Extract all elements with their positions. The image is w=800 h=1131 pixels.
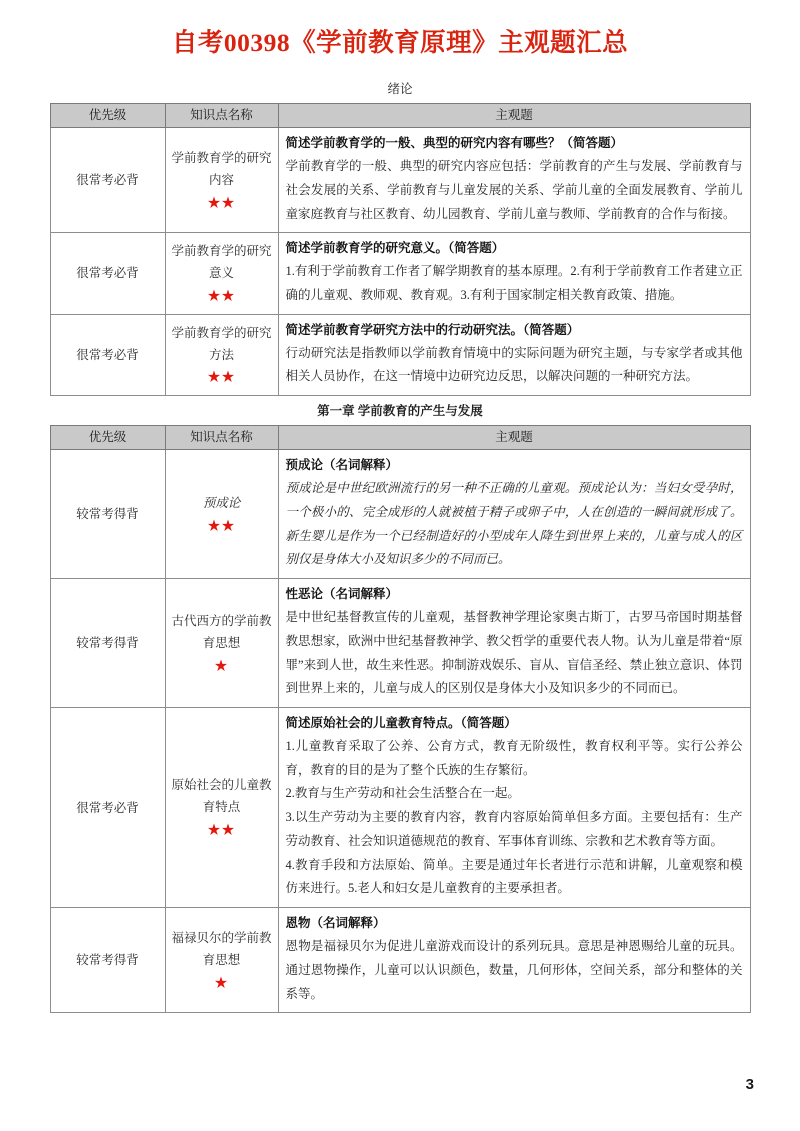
column-header-priority: 优先级 bbox=[50, 426, 165, 450]
knowledge-point-name: 预成论 bbox=[202, 496, 241, 510]
priority-stars-icon: ★★ bbox=[207, 517, 236, 533]
cell-question bbox=[278, 233, 750, 314]
page-number: 3 bbox=[745, 1076, 754, 1093]
table-header-row bbox=[50, 104, 750, 128]
knowledge-point-name: 学前教育学的研究意义 bbox=[171, 244, 272, 281]
section-label: 绪论 bbox=[387, 81, 413, 96]
cell-question bbox=[278, 579, 750, 708]
column-header-knowledge-point: 知识点名称 bbox=[165, 426, 278, 450]
question-title: 恩物（名词解释） bbox=[285, 916, 386, 931]
table-row bbox=[50, 579, 750, 708]
priority-stars-icon: ★★ bbox=[207, 369, 236, 385]
priority-stars-icon: ★★ bbox=[207, 288, 236, 304]
table-row bbox=[50, 128, 750, 233]
priority-stars-icon: ★★ bbox=[207, 822, 236, 838]
knowledge-point-table bbox=[50, 103, 751, 396]
question-answer: 行动研究法是指教师以学前教育情境中的实际问题为研究主题，与专家学者或其他相关人员协作，在这一情境中边研究边反思，以解决问题的一种研究方法。 bbox=[285, 345, 743, 384]
knowledge-point-name: 学前教育学的研究内容 bbox=[171, 151, 272, 187]
cell-question bbox=[278, 314, 750, 395]
cell-priority: 很常考必背 bbox=[50, 128, 165, 233]
table-row bbox=[50, 708, 750, 908]
priority-stars-icon: ★ bbox=[214, 974, 229, 990]
question-answer: 1.有利于学前教育工作者了解学期教育的基本原理。2.有利于学前教育工作者建立正确的儿童观、教师观、教育观。3.有利于国家制定相关教育政策、措施。 bbox=[285, 264, 743, 302]
page-title: 自考00398《学前教育原理》主观题汇总 bbox=[171, 28, 629, 57]
table-header-row bbox=[50, 426, 750, 450]
sections-container bbox=[0, 59, 800, 1013]
question-answer: 恩物是福禄贝尔为促进儿童游戏而设计的系列玩具。意思是神恩赐给儿童的玩具。通过恩物操作，儿童可以认识颜色，数量，几何形体，空间关系，部分和整体的关系等。 bbox=[285, 939, 743, 1001]
priority-stars-icon: ★★ bbox=[207, 194, 236, 210]
question-answer: 预成论是中世纪欧洲流行的另一种不正确的儿童观。预成论认为：当妇女受孕时，一个极小的、完全成形的人就被植于精子或卵子中，人在创造的一瞬间就形成了。新生婴儿是作为一个已经制造好的小型成年人降生到世界上来的，儿童与成人的区别仅是身体大小及知识多少的不同而已。 bbox=[285, 481, 743, 567]
column-header-question: 主观题 bbox=[278, 426, 750, 450]
column-header-knowledge-point: 知识点名称 bbox=[165, 104, 278, 128]
cell-question bbox=[278, 908, 750, 1013]
question-title: 简述原始社会的儿童教育特点。（简答题） bbox=[285, 716, 517, 730]
section-label: 第一章 学前教育的产生与发展 bbox=[317, 404, 483, 418]
cell-knowledge-point bbox=[165, 314, 278, 395]
question-title: 简述学前教育学的一般、典型的研究内容有哪些？（简答题） bbox=[285, 136, 624, 151]
cell-question bbox=[278, 708, 750, 908]
cell-knowledge-point bbox=[165, 908, 278, 1013]
cell-question bbox=[278, 128, 750, 233]
question-title: 预成论（名词解释） bbox=[285, 458, 399, 473]
question-title: 简述学前教育学研究方法中的行动研究法。（简答题） bbox=[285, 322, 580, 337]
table-row bbox=[50, 314, 750, 395]
cell-priority: 较常考得背 bbox=[50, 908, 165, 1013]
cell-knowledge-point bbox=[165, 708, 278, 908]
cell-knowledge-point bbox=[165, 579, 278, 708]
cell-priority: 很常考必背 bbox=[50, 233, 165, 314]
question-answer: 学前教育学的一般、典型的研究内容应包括：学前教育的产生与发展、学前教育与社会发展的关系、学前教育与儿童发展的关系、学前儿童的全面发展教育、学前儿童家庭教育与社区教育、幼儿园教育、学前儿童与教师、学前教育的合作与衔接。 bbox=[285, 159, 743, 221]
cell-priority: 很常考必背 bbox=[50, 314, 165, 395]
cell-knowledge-point bbox=[165, 128, 278, 233]
cell-priority: 较常考得背 bbox=[50, 579, 165, 708]
knowledge-point-name: 学前教育学的研究方法 bbox=[171, 325, 272, 362]
cell-question bbox=[278, 450, 750, 579]
knowledge-point-name: 古代西方的学前教育思想 bbox=[171, 613, 272, 650]
cell-knowledge-point bbox=[165, 450, 278, 579]
question-answer: 是中世纪基督教宣传的儿童观，基督教神学理论家奥古斯丁，古罗马帝国时期基督教思想家，欧洲中世纪基督教神学、教父哲学的重要代表人物。认为儿童是带着“原罪”来到人世，故生来性恶。抑制游戏娱乐、盲从、盲信圣经、禁止独立意识、体罚到世界上来的，儿童与成人的区别仅是身体大小及知识多少的不同而已。 bbox=[285, 610, 743, 696]
knowledge-point-name: 福禄贝尔的学前教育思想 bbox=[171, 931, 272, 967]
knowledge-point-name: 原始社会的儿童教育特点 bbox=[171, 778, 272, 815]
question-answer: 1.儿童教育采取了公养、公育方式，教育无阶级性，教育权利平等。实行公养公育，教育的目的是为了整个氏族的生存繁衍。 2.教育与生产劳动和社会生活整合在一起。 3.以生产劳动为主要的教育内容，教育内容原始简单但多方面。主要包括有：生产劳动教育、社会知识道德规范的教育、军事体育训练、宗教和艺术教育等方面。 4.教育手段和方法原始、简单。主要是通过年长者进行示范和讲解，儿童观察和模仿来进行。5.老人和妇女是儿童教育的主要承担者。 bbox=[285, 738, 743, 896]
question-title: 性恶论（名词解释） bbox=[285, 587, 399, 602]
question-title: 简述学前教育学的研究意义。（简答题） bbox=[285, 241, 505, 256]
table-row bbox=[50, 908, 750, 1013]
cell-priority: 很常考必背 bbox=[50, 708, 165, 908]
table-row bbox=[50, 233, 750, 314]
column-header-priority: 优先级 bbox=[50, 104, 165, 128]
column-header-question: 主观题 bbox=[278, 104, 750, 128]
cell-knowledge-point bbox=[165, 233, 278, 314]
knowledge-point-table bbox=[50, 425, 751, 1013]
priority-stars-icon: ★ bbox=[214, 657, 229, 673]
table-row bbox=[50, 450, 750, 579]
cell-priority: 较常考得背 bbox=[50, 450, 165, 579]
